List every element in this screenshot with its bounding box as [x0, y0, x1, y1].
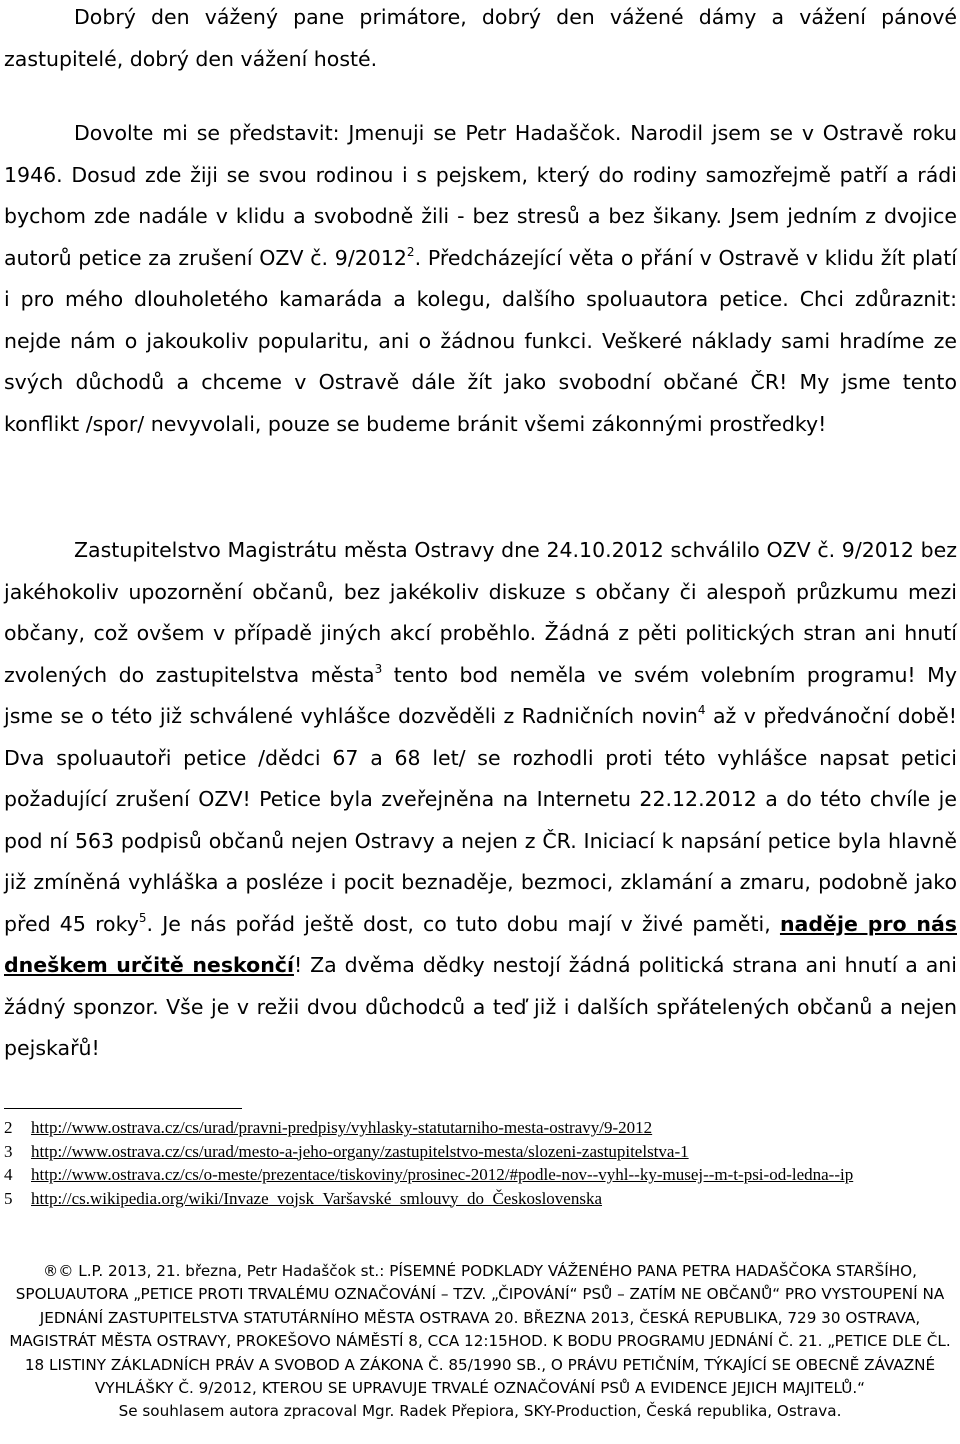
footnote-ref-4: 4 [697, 703, 706, 718]
footnote-separator [4, 1108, 242, 1109]
introduction-text-part-1: Dovolte mi se představit: Jmenuji se Petr Hadaščok. Narodil jsem se v Ostravě roku 1946. Dosud zde žiji se svou rodinou i s pejskem, který do rodiny samozřejmě patří a rádi bychom zde nadále v klidu a svobodně žili - bez stresů a bez šikany. Jsem jedním z dvojice autorů petice za zrušení OZV č. 9/2012 [4, 121, 957, 270]
introduction-paragraph [4, 113, 957, 445]
introduction-text-part-2: . Předcházející věta o přání v Ostravě v klidu žít platí i pro mého dlouholetého kamaráda a kolegu, dalšího spoluautora petice. Chci zdůraznit: nejde nám o jakoukoliv popularitu, ani o žádnou funkci. Veškeré náklady sami hradíme ze svých důchodů a chceme v Ostravě dále žít jako svobodní občané ČR! My jsme tento konflikt /spor/ nevyvolali, pouze se budeme bránit všemi zákonnými prostředky! [4, 245, 957, 436]
footnotes [4, 1116, 957, 1210]
footnote-item [4, 1163, 957, 1187]
petition-text-part-4: . Je nás pořád ještě dost, co tuto dobu mají v živé paměti, [146, 911, 780, 936]
footnote-number: 4 [4, 1165, 13, 1184]
footnote-item [4, 1140, 957, 1164]
petition-text-part-2: tento bod neměla ve svém volebním programu! My jsme se o této již schválené vyhlášce dozvěděli z Radničních novin [4, 662, 957, 728]
footnote-link[interactable]: http://www.ostrava.cz/cs/o-meste/prezentace/tiskoviny/prosinec-2012/#podle-nov--vyhl--ky-musej--m-t-psi-od-ledna--ip [31, 1165, 854, 1184]
footnote-item [4, 1116, 957, 1140]
petition-text-part-3: až v předvánoční době! Dva spoluautoři petice /dědci 67 a 68 let/ se rozhodli proti této vyhlášce napsat petici požadující zrušení OZV! Petice byla zveřejněna na Internetu 22.12.2012 a do této chvíle je pod ní 563 podpisů občanů nejen Ostravy a nejen z ČR. Iniciací k napsání petice byla hlavně již zmíněná vyhláška a posléze i pocit beznaděje, bezmoci, zklamání a zmaru, podobně jako před 45 roky [4, 704, 957, 936]
footnote-number: 5 [4, 1188, 13, 1208]
footnote-ref-3: 3 [374, 661, 383, 676]
emphasized-statement: naděje pro nás dneškem určitě neskončí [4, 911, 957, 977]
footnote-ref-2: 2 [406, 244, 415, 259]
footnote-number: 3 [4, 1141, 13, 1161]
colophon [0, 1260, 960, 1424]
greeting-text: Dobrý den vážený pane primátore, dobrý den vážené dámy a vážení pánové zastupitelé, dobrý den vážení hosté. [4, 5, 957, 71]
petition-text-part-1: Zastupitelstvo Magistrátu města Ostravy dne 24.10.2012 schválilo OZV č. 9/2012 bez jakéhokoliv upozornění občanů, bez jakékoliv diskuze s občany či alespoň průzkumu mezi občany, což ovšem v případě jiných akcí proběhlo. Žádná z pěti politických stran ani hnutí zvolených do zastupitelstva města [4, 538, 957, 687]
footnote-ref-5: 5 [138, 910, 147, 925]
footnote-number: 2 [4, 1118, 13, 1137]
petition-text-part-5: ! Za dvěma dědky nestojí žádná politická strana ani hnutí a ani žádný sponzor. Vše je v režii dvou důchodců a teď již i dalších spřátelených občanů a nejen pejskařů! [4, 953, 957, 1060]
footnote-link[interactable]: http://cs.wikipedia.org/wiki/Invaze_vojsk_Varšavské_smlouvy_do_Československa [31, 1188, 603, 1208]
footnote-link[interactable]: http://www.ostrava.cz/cs/urad/pravni-predpisy/vyhlasky-statutarniho-mesta-ostravy/9-2012 [31, 1118, 653, 1137]
colophon-text: ®© L.P. 2013, 21. března, Petr Hadaščok st.: PÍSEMNÉ PODKLADY VÁŽENÉHO PANA PETRA HADAŠČOKA STARŠÍHO, SPOLUAUTORA „PETICE PROTI TRVALÉMU OZNAČOVÁNÍ – TZV. „ČIPOVÁNÍ“ PSŮ – ZATÍM NE OBČANŮ“ PRO VYSTOUPENÍ NA JEDNÁNÍ ZASTUPITELSTVA STATUTÁRNÍHO MĚSTA OSTRAVA 20. BŘEZNA 2013, ČESKÁ REPUBLIKA, 729 30 OSTRAVA, MAGISTRÁT MĚSTA OSTRAVY, PROKEŠOVO NÁMĚSTÍ 8, CCA 12:15HOD. K BODU PROGRAMU JEDNÁNÍ Č. 21. „PETICE DLE ČL. 18 LISTINY ZÁKLADNÍCH PRÁV A SVOBOD A ZÁKONA Č. 85/1990 SB., O PRÁVU PETIČNÍM, TÝKAJÍCÍ SE OBECNĚ ZÁVAZNÉ VYHLÁŠKY Č. 9/2012, KTEROU SE UPRAVUJE TRVALÉ OZNAČOVÁNÍ PSŮ A EVIDENCE JEJICH MAJITELŮ.“ [9, 1262, 951, 1398]
greeting-paragraph [4, 0, 957, 80]
footnote-link[interactable]: http://www.ostrava.cz/cs/urad/mesto-a-jeho-organy/zastupitelstvo-mesta/slozeni-zastupitelstva-1 [31, 1141, 689, 1161]
petition-paragraph [4, 530, 957, 1070]
colophon-consent: Se souhlasem autora zpracoval Mgr. Radek Přepiora, SKY-Production, Česká republika, Ostrava. [118, 1402, 842, 1421]
footnote-item [4, 1187, 957, 1211]
